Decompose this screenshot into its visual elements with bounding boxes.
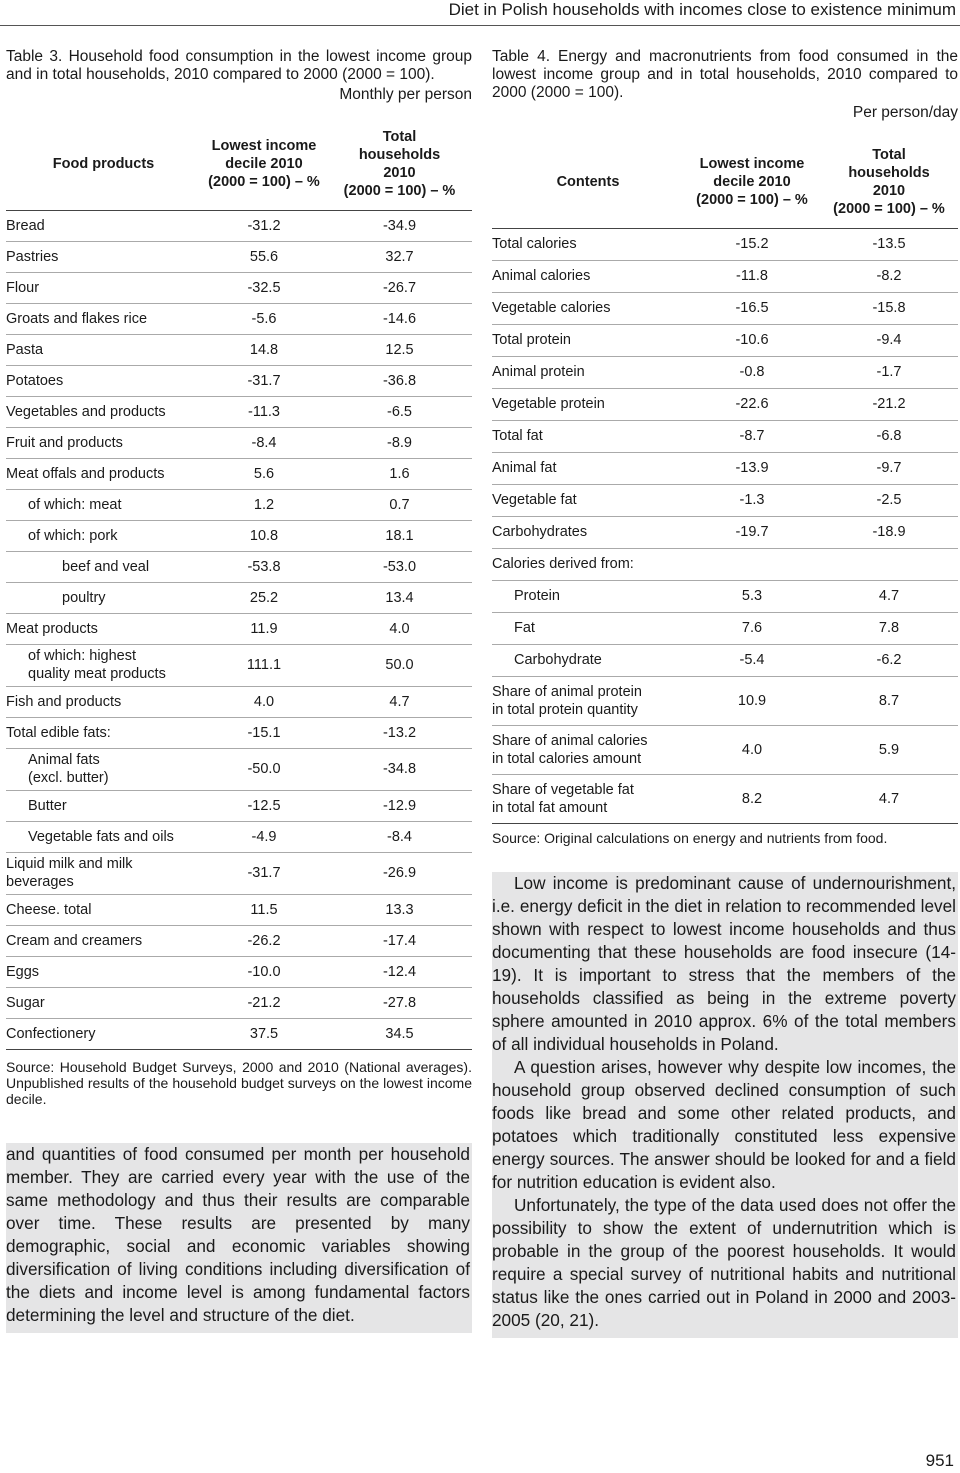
row-label: Eggs [6,956,201,987]
row-value: 18.1 [327,520,472,551]
row-value: -9.7 [820,452,958,484]
row-label: Total edible fats: [6,717,201,748]
row-value [684,548,820,580]
row-value: 111.1 [201,644,327,686]
row-label: Meat products [6,613,201,644]
row-value: 25.2 [201,582,327,613]
table-row [6,686,472,717]
table-row [6,365,472,396]
row-value: -8.7 [684,420,820,452]
row-value: 50.0 [327,644,472,686]
row-label: Animal calories [492,260,684,292]
row-label: Vegetable calories [492,292,684,324]
table-row [6,489,472,520]
row-value: -8.4 [327,821,472,852]
row-value: 5.6 [201,458,327,489]
row-label: Fish and products [6,686,201,717]
row-value: -26.2 [201,925,327,956]
row-value: 37.5 [201,1018,327,1049]
row-value: 10.8 [201,520,327,551]
row-label: Flour [6,272,201,303]
table4-caption: Table 4. Energy and macronutrients from food consumed in the lowest income group and in total households, 2010 compared to 2000 (2000 = 100). [492,48,958,101]
row-value: -34.8 [327,748,472,790]
table-row [492,228,958,260]
table4-header-contents: Contents [492,136,684,228]
row-value: -13.2 [327,717,472,748]
table4-header-total: Total households 2010 (2000 = 100) – % [820,136,958,228]
table-row [492,644,958,676]
table-row [6,241,472,272]
table-row [6,427,472,458]
table-row [492,388,958,420]
right-body-text [492,872,958,1338]
row-value: 4.0 [684,725,820,774]
row-value: -15.8 [820,292,958,324]
table3-caption: Table 3. Household food consumption in the lowest income group and in total households, 2010 compared to 2000 (2000 = 100). [6,48,472,83]
row-value: -0.8 [684,356,820,388]
row-value: -14.6 [327,303,472,334]
row-label: Vegetable fat [492,484,684,516]
row-label: Meat offals and products [6,458,201,489]
row-value: -31.7 [201,365,327,396]
row-value: -1.3 [684,484,820,516]
row-value: 5.9 [820,725,958,774]
row-value: -53.0 [327,551,472,582]
table3-source: Source: Household Budget Surveys, 2000 and 2010 (National averages). Unpublished results of the household budget surveys on the lowest income decile. [6,1058,472,1107]
row-value: -6.5 [327,396,472,427]
row-label: Groats and flakes rice [6,303,201,334]
table4-source: Source: Original calculations on energy and nutrients from food. [492,829,888,846]
row-value: -36.8 [327,365,472,396]
row-label: Bread [6,210,201,241]
table-row [492,516,958,548]
table-row [6,303,472,334]
table-row [6,717,472,748]
table4-unit: Per person/day [852,104,958,121]
row-value: -6.2 [820,644,958,676]
row-value: 11.5 [201,894,327,925]
row-value: -5.6 [201,303,327,334]
row-label: Share of animal protein in total protein quantity [492,676,684,725]
row-label: beef and veal [6,551,201,582]
row-label: Total fat [492,420,684,452]
row-value: 7.6 [684,612,820,644]
table-row [6,551,472,582]
row-label: of which: pork [6,520,201,551]
row-label: Cream and creamers [6,925,201,956]
row-value: -10.6 [684,324,820,356]
row-label: Liquid milk and milk beverages [6,852,201,894]
row-value: 8.2 [684,774,820,823]
table-row [6,582,472,613]
table-row [492,484,958,516]
table-row [6,644,472,686]
table-row [6,925,472,956]
row-label: Pastries [6,241,201,272]
table3-header-products: Food products [6,118,201,210]
row-value: -18.9 [820,516,958,548]
row-value: -2.5 [820,484,958,516]
table-row [492,420,958,452]
row-value: -27.8 [327,987,472,1018]
row-value: 7.8 [820,612,958,644]
row-value: -10.0 [201,956,327,987]
table4-body [492,228,958,823]
table-row [6,821,472,852]
running-title: Diet in Polish households with incomes close to existence minimum [448,0,956,19]
table-row [492,452,958,484]
row-value: -53.8 [201,551,327,582]
row-value: -5.4 [684,644,820,676]
row-value: -50.0 [201,748,327,790]
table-row [492,260,958,292]
left-body-text [6,1143,472,1333]
row-value: -21.2 [820,388,958,420]
left-paragraph: and quantities of food consumed per month per household member. They are carried every year with the use of the same methodology and thus their results are comparable over time. These results are presented by many demographic, social and economic variables showing diversification of living conditions including diversification of the diets and income level is among fundamental factors determining the level and structure of the diet. [6,1143,470,1325]
row-value: -34.9 [327,210,472,241]
table-row [492,548,958,580]
row-value: -8.9 [327,427,472,458]
row-value: 8.7 [820,676,958,725]
table-row [6,458,472,489]
row-value: 4.7 [820,774,958,823]
table-row [6,894,472,925]
table-row [6,987,472,1018]
table3-header-lowest: Lowest income decile 2010 (2000 = 100) – % [201,118,327,210]
page-number: 951 [925,1451,954,1470]
row-label: Vegetables and products [6,396,201,427]
row-value: -13.5 [820,228,958,260]
left-column [6,48,472,1333]
row-value: -1.7 [820,356,958,388]
row-value: 11.9 [201,613,327,644]
row-value: 13.4 [327,582,472,613]
row-value: 0.7 [327,489,472,520]
row-value: -9.4 [820,324,958,356]
table-row [6,334,472,365]
row-value: -6.8 [820,420,958,452]
row-label: Share of animal calories in total calories amount [492,725,684,774]
row-value: 55.6 [201,241,327,272]
row-value: 13.3 [327,894,472,925]
row-value [820,548,958,580]
table-row [6,748,472,790]
table-row [6,520,472,551]
row-label: Sugar [6,987,201,1018]
table-row [492,612,958,644]
table3-unit: Monthly per person [339,86,472,103]
row-label: Fat [492,612,684,644]
row-value: 4.0 [201,686,327,717]
table4 [492,136,958,824]
table-row [492,324,958,356]
row-value: 1.6 [327,458,472,489]
table-row [492,676,958,725]
row-value: -12.9 [327,790,472,821]
row-label: Confectionery [6,1018,201,1049]
table-row [6,790,472,821]
row-value: 1.2 [201,489,327,520]
row-label: Total protein [492,324,684,356]
row-label: poultry [6,582,201,613]
row-value: -19.7 [684,516,820,548]
row-value: -26.9 [327,852,472,894]
row-label: Total calories [492,228,684,260]
table-row [6,272,472,303]
row-label: Pasta [6,334,201,365]
table3-header-total: Total households 2010 (2000 = 100) – % [327,118,472,210]
row-value: -8.2 [820,260,958,292]
row-value: -22.6 [684,388,820,420]
row-value: -17.4 [327,925,472,956]
row-value: 4.7 [820,580,958,612]
row-label: Share of vegetable fat in total fat amount [492,774,684,823]
row-label: Carbohydrate [492,644,684,676]
row-value: -15.2 [684,228,820,260]
header-rule [0,25,960,26]
row-value: -21.2 [201,987,327,1018]
row-value: -32.5 [201,272,327,303]
row-value: 34.5 [327,1018,472,1049]
row-label: of which: highest quality meat products [6,644,201,686]
right-paragraph-2: A question arises, however why despite low incomes, the household group observed declined consumption of such foods like bread and some other related products, and potatoes which traditionally constituted less expensive energy sources. The answer should be looked for and a field for nutrition education is evident also. [492,1056,956,1192]
row-label: Vegetable fats and oils [6,821,201,852]
table-row [6,956,472,987]
table-row [6,396,472,427]
right-paragraph-3: Unfortunately, the type of the data used does not offer the possibility to show the extent of undernutrition which is probable in the group of the poorest households. It would require a special survey of nutritional habits and nutritional status like the ones carried out in Poland in 2000 and 2003-2005 (20, 21). [492,1194,956,1330]
table4-header-lowest: Lowest income decile 2010 (2000 = 100) – % [684,136,820,228]
table-row [6,613,472,644]
row-value: -4.9 [201,821,327,852]
table3-body [6,210,472,1049]
row-label: Calories derived from: [492,548,684,580]
row-label: Animal fat [492,452,684,484]
row-value: -16.5 [684,292,820,324]
table-row [492,580,958,612]
row-label: Butter [6,790,201,821]
row-value: -8.4 [201,427,327,458]
row-value: -26.7 [327,272,472,303]
table-row [492,292,958,324]
row-value: -13.9 [684,452,820,484]
table-row [492,774,958,823]
row-label: Cheese. total [6,894,201,925]
row-value: -15.1 [201,717,327,748]
table-row [6,1018,472,1049]
row-value: 4.7 [327,686,472,717]
row-label: Vegetable protein [492,388,684,420]
row-label: Carbohydrates [492,516,684,548]
row-value: -11.3 [201,396,327,427]
row-value: 14.8 [201,334,327,365]
row-value: 10.9 [684,676,820,725]
row-label: Animal protein [492,356,684,388]
row-value: -11.8 [684,260,820,292]
row-value: 5.3 [684,580,820,612]
row-value: -31.7 [201,852,327,894]
row-label: Protein [492,580,684,612]
table-row [6,210,472,241]
row-value: 32.7 [327,241,472,272]
table-row [492,725,958,774]
right-paragraph-1: Low income is predominant cause of undernourishment, i.e. energy deficit in the diet in relation to recommended level shown with respect to lowest income households and thus documenting that these households are food insecure (14-19). It is important to stress that the members of the households classified as being in the extreme poverty sphere amounted in 2010 approx. 6% of the total members of all individual households in Poland. [492,872,956,1054]
row-value: 4.0 [327,613,472,644]
row-value: -12.4 [327,956,472,987]
table-row [6,852,472,894]
row-value: -31.2 [201,210,327,241]
right-column [492,48,958,1338]
row-label: Fruit and products [6,427,201,458]
row-value: 12.5 [327,334,472,365]
row-label: Potatoes [6,365,201,396]
row-label: Animal fats (excl. butter) [6,748,201,790]
table3 [6,118,472,1050]
row-value: -12.5 [201,790,327,821]
row-label: of which: meat [6,489,201,520]
table-row [492,356,958,388]
